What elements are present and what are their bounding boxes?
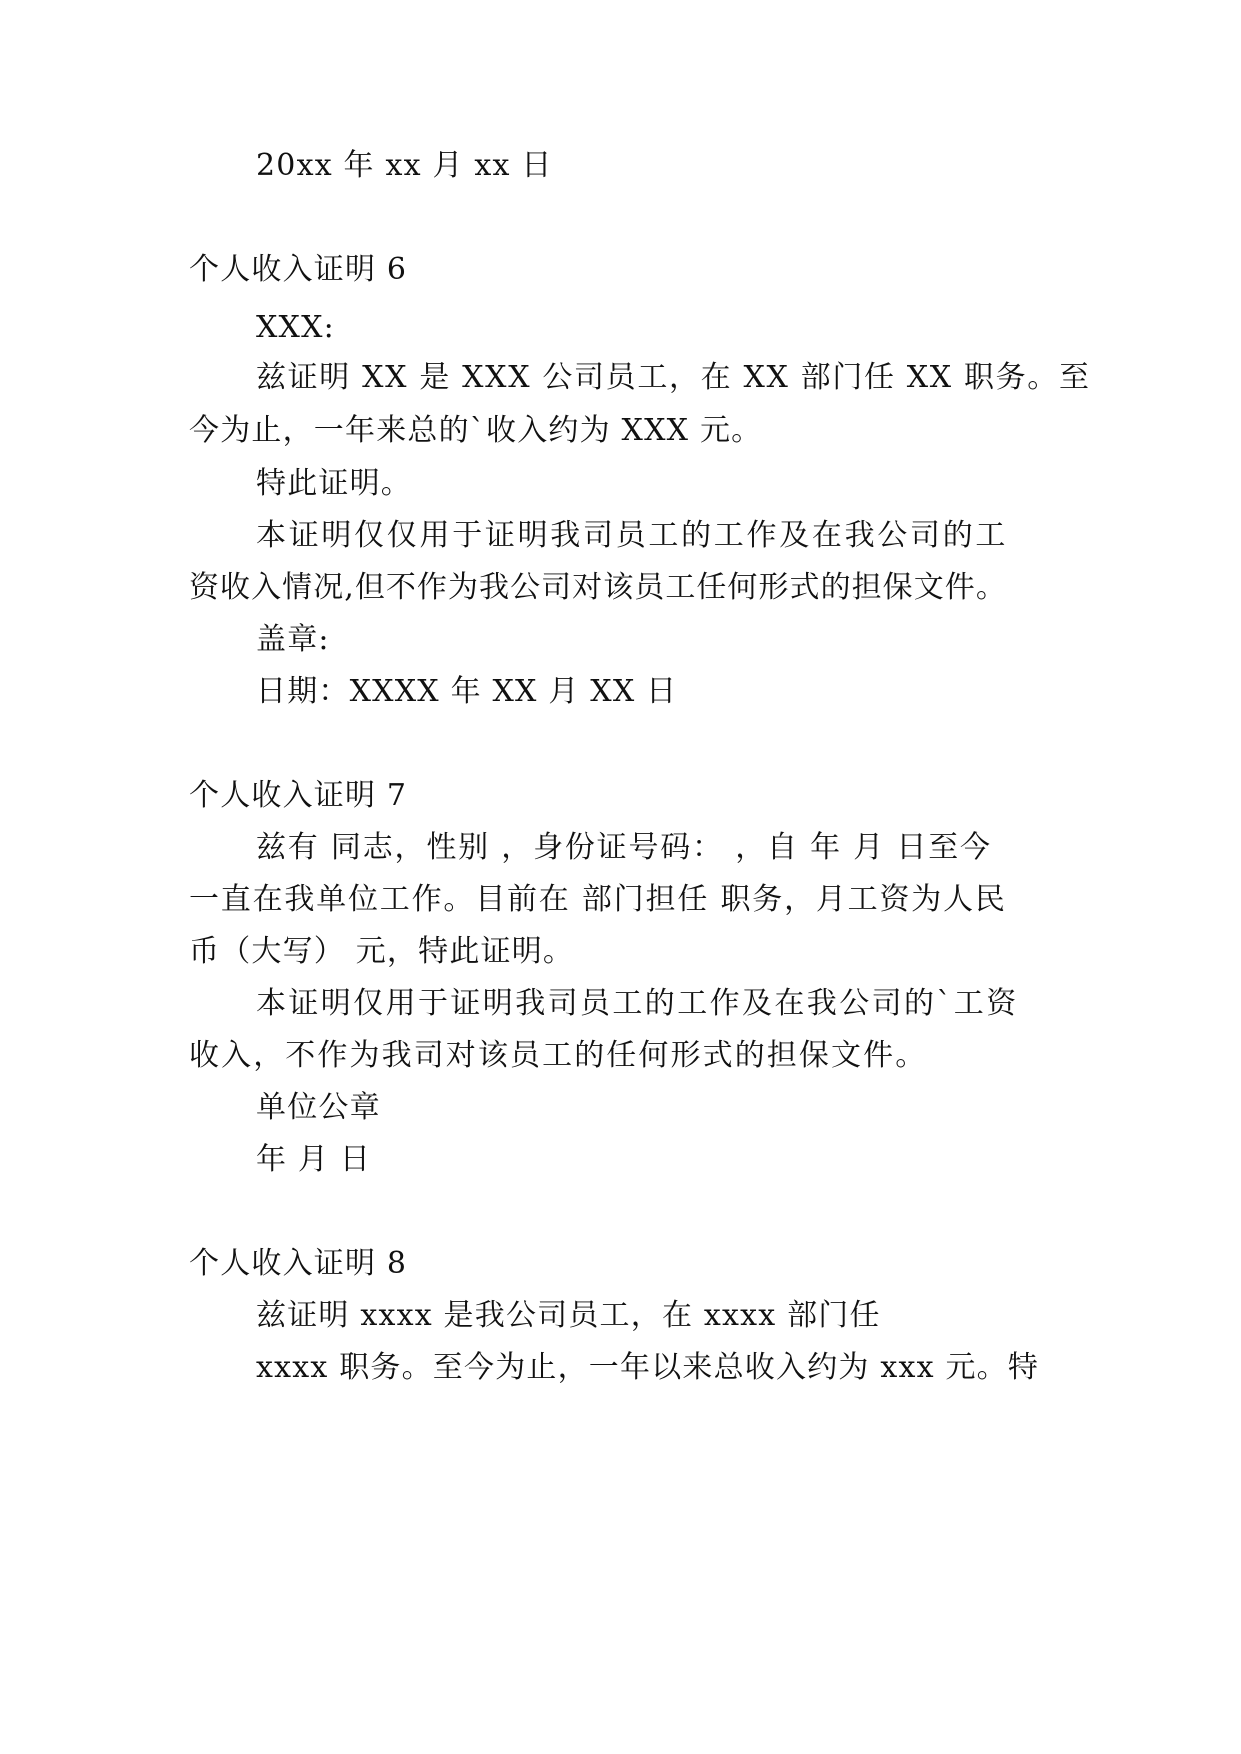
cert8-heading: 个人收入证明 8 (189, 1246, 408, 1281)
cert8-line1: 兹证明 xxxx 是我公司员工，在 xxxx 部门任 (256, 1298, 881, 1333)
cert7-paragraph1-line2: 一直在我单位工作。目前在 部门担任 职务，月工资为人民 (189, 882, 1007, 917)
cert6-closing: 特此证明。 (256, 466, 412, 501)
cert6-paragraph2-line1: 本证明仅仅用于证明我司员工的工作及在我公司的工 (256, 518, 1009, 553)
cert7-paragraph2-line1: 本证明仅用于证明我司员工的工作及在我公司的`工资 (256, 986, 1019, 1021)
cert7-paragraph2-line2: 收入，不作为我司对该员工的任何形式的担保文件。 (189, 1038, 928, 1073)
cert6-paragraph2-line2: 资收入情况,但不作为我公司对该员工任何形式的担保文件。 (189, 570, 1007, 605)
date-line: 20xx 年 xx 月 xx 日 (256, 148, 553, 183)
cert7-date: 年 月 日 (256, 1142, 372, 1177)
cert6-heading: 个人收入证明 6 (189, 252, 408, 287)
cert6-paragraph1-line1: 兹证明 XX 是 XXX 公司员工，在 XX 部门任 XX 职务。至 (256, 360, 1091, 395)
cert7-heading: 个人收入证明 7 (189, 778, 408, 813)
cert7-seal: 单位公章 (256, 1090, 381, 1125)
cert6-seal: 盖章: (256, 622, 330, 657)
cert8-line2: xxxx 职务。至今为止，一年以来总收入约为 xxx 元。特 (256, 1350, 1040, 1385)
cert6-date: 日期：XXXX 年 XX 月 XX 日 (256, 674, 678, 709)
cert6-paragraph1-line2: 今为止，一年来总的`收入约为 XXX 元。 (189, 413, 763, 448)
cert7-paragraph1-line3: 币（大写） 元，特此证明。 (189, 934, 575, 969)
cert6-addressee: XXX: (256, 310, 335, 345)
cert7-paragraph1-line1: 兹有 同志，性别 ，身份证号码： ，自 年 月 日至今 (256, 830, 992, 865)
